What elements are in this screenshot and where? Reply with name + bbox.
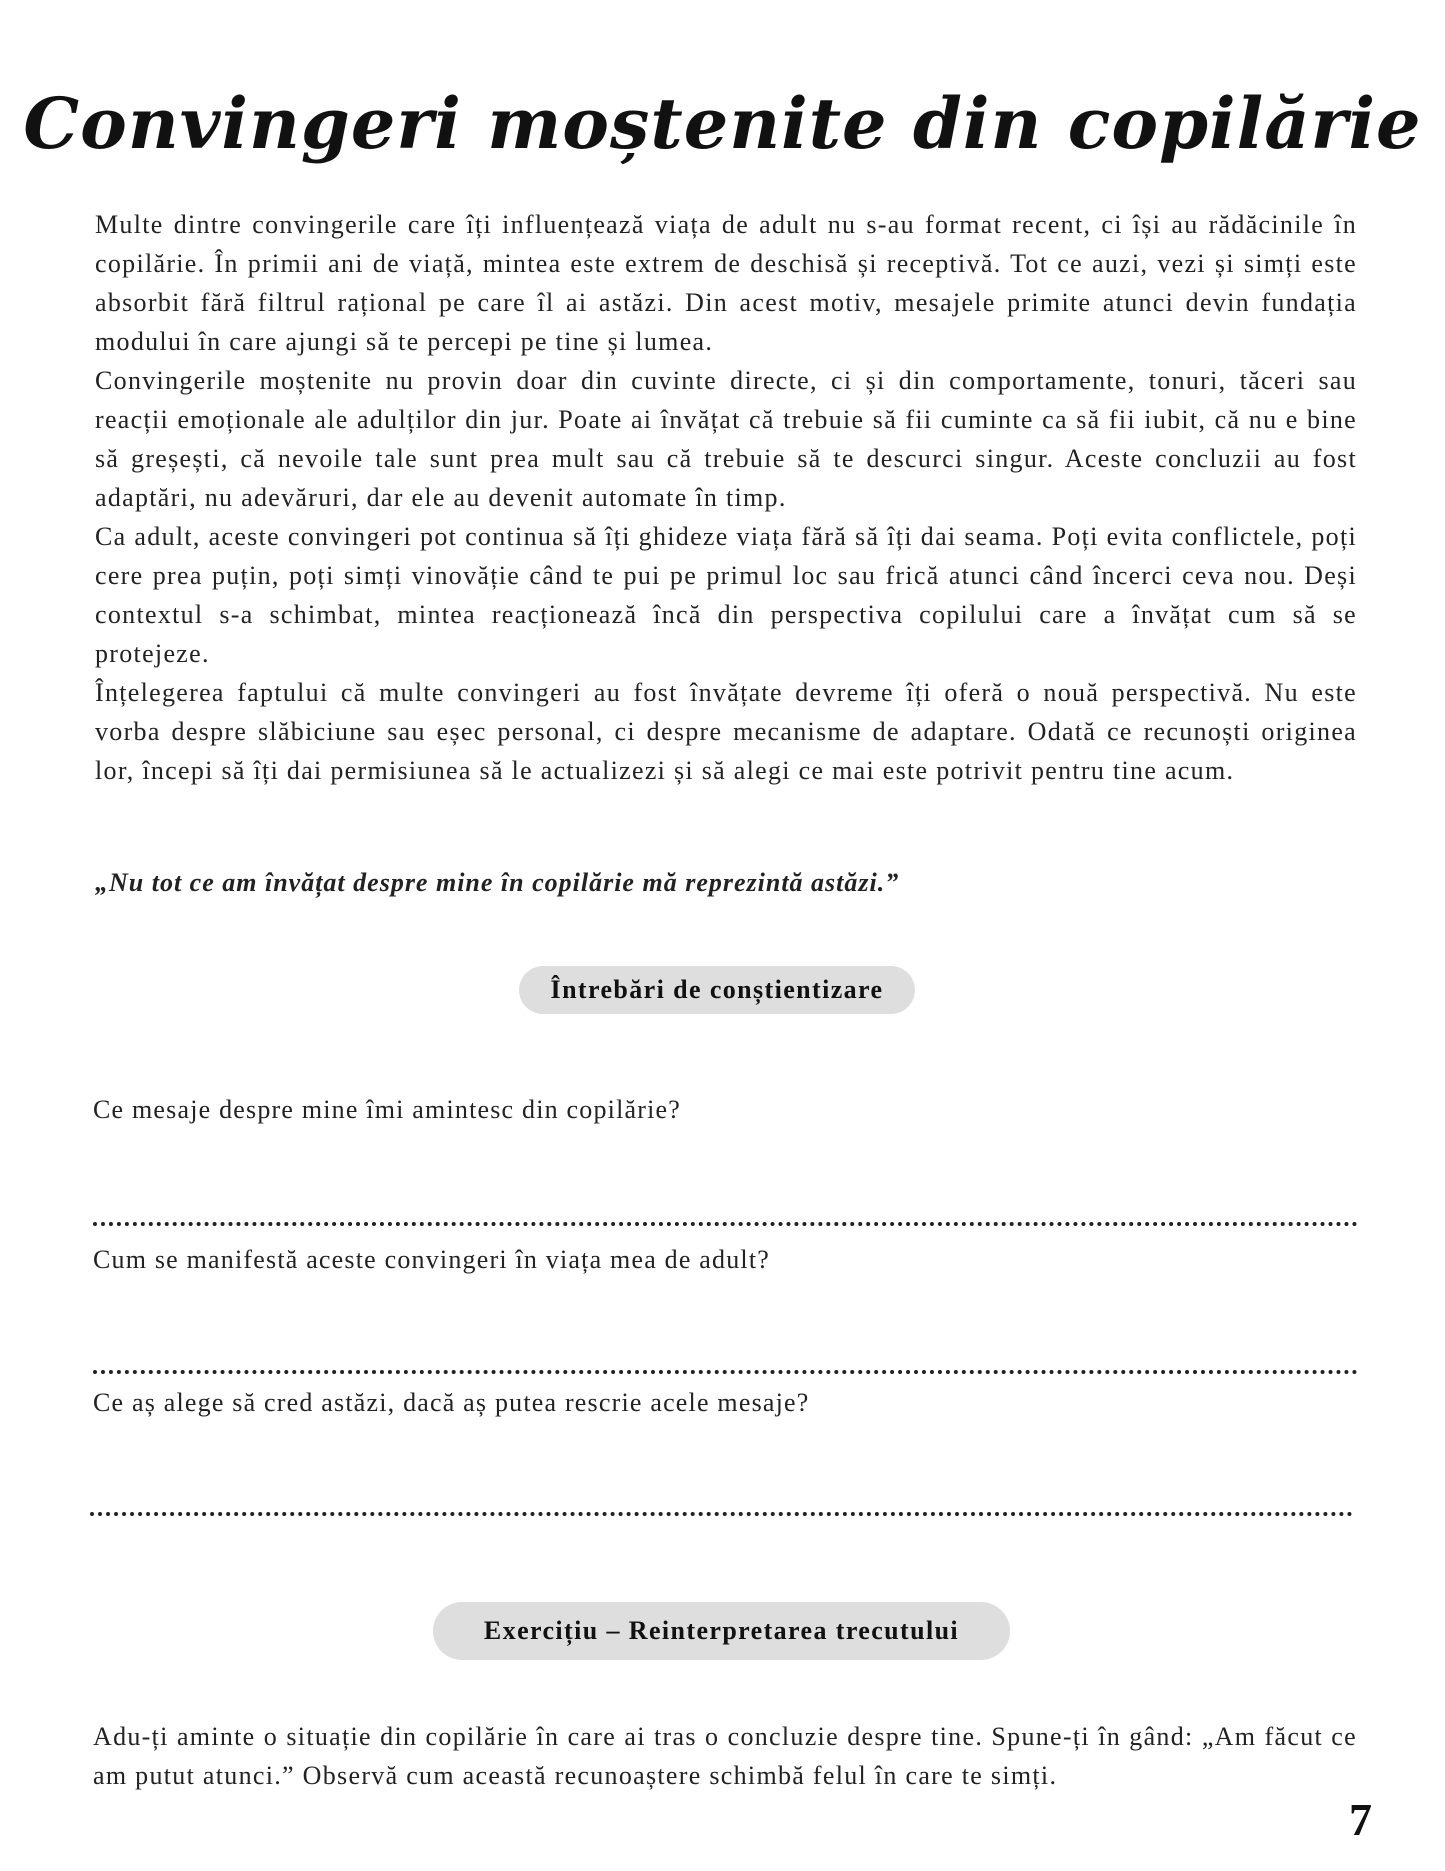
exercise-paragraph: Adu-ți aminte o situație din copilărie în care ai tras o concluzie despre tine. Spune-ți în gând: „Am făcut ce am putut atunci.” Observă cum această recunoaștere schimbă felul în care te simți. [93, 1722, 1357, 1790]
answer-line-2 [93, 1370, 1358, 1374]
exercise-heading: Exercițiu – Reinterpretarea trecutului [433, 1602, 1010, 1660]
paragraph: Convingerile moștenite nu provin doar din cuvinte directe, ci și din comportamente, tonuri, tăceri sau reacții emoționale ale adulților din jur. Poate ai învățat că trebuie să fii cuminte ca să fii iubit, că nu e bine să greșești, că nevoile tale sunt prea mult sau că trebuie să te descurci singur. Aceste concluzii au fost adaptări, nu adevăruri, dar ele au devenit automate în timp. [95, 366, 1357, 512]
page-number: 7 [1349, 1794, 1372, 1845]
question-2: Cum se manifestă aceste convingeri în viața mea de adult? [93, 1245, 771, 1274]
exercise-text [93, 1717, 1357, 1795]
question-1: Ce mesaje despre mine îmi amintesc din copilărie? [93, 1095, 682, 1124]
paragraph: Înțelegerea faptului că multe convingeri au fost învățate devreme îți oferă o nouă perspectivă. Nu este vorba despre slăbiciune sau eșec personal, ci despre mecanisme de adaptare. Odată ce recunoști originea lor, începi să îți dai permisiunea să le actualizezi și să alegi ce mai este potrivit pentru tine acum. [95, 678, 1357, 785]
answer-line-1 [93, 1222, 1358, 1226]
paragraph: Multe dintre convingerile care îți influențează viața de adult nu s-au format recent, ci își au rădăcinile în copilărie. În primii ani de viață, mintea este extrem de deschisă și receptivă. Tot ce auzi, vezi și simți este absorbit fără filtrul rațional pe care îl ai astăzi. Din acest motiv, mesajele primite atunci devin fundația modului în care ajungi să te percepi pe tine și lumea. [95, 210, 1357, 356]
paragraph: Ca adult, aceste convingeri pot continua să îți ghideze viața fără să îți dai seama. Poți evita conflictele, poți cere prea puțin, poți simți vinovăție când te pui pe primul loc sau frică atunci când încerci ceva nou. Deși contextul s-a schimbat, mintea reacționează încă din perspectiva copilului care a învățat cum să se protejeze. [95, 522, 1357, 668]
question-3: Ce aș alege să cred astăzi, dacă aș putea rescrie acele mesaje? [93, 1388, 810, 1417]
page-title: Convingeri moștenite din copilărie [23, 82, 1422, 165]
answer-line-3 [90, 1512, 1353, 1516]
quote: „Nu tot ce am învățat despre mine în copilărie mă reprezintă astăzi.” [95, 868, 900, 897]
awareness-heading: Întrebări de conștientizare [519, 966, 915, 1014]
body-text [95, 205, 1357, 790]
